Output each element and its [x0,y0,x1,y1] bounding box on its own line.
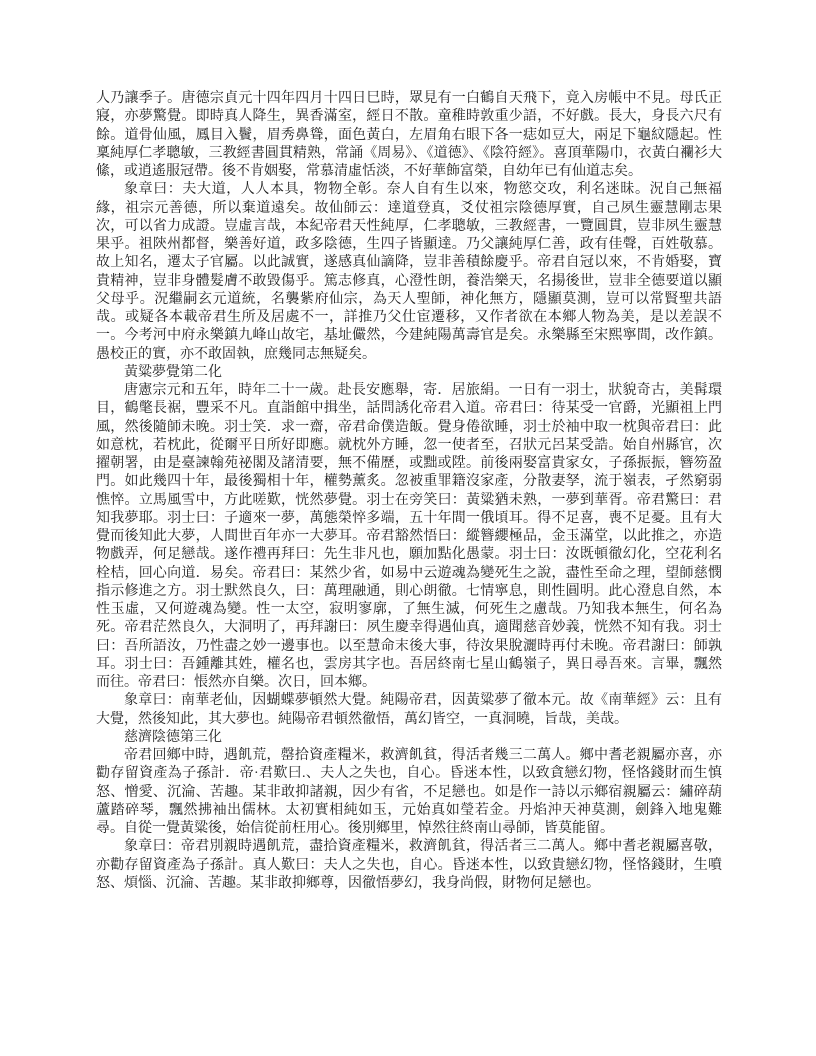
paragraph-commentary-second: 象章曰：南華老仙，因蝴蝶夢頓然大覺。純陽帝君，因黃粱夢了徹本元。故《南華經》云：且有大覺，然後知此，其大夢也。純陽帝君頓然徹悟，萬幻皆空，一真洞曉，旨哉，美哉。 [96,693,722,727]
paragraph-commentary-third: 象章曰：帝君別親時遇飢荒，盡拾資產糧米，救濟飢貧，得活者三二萬人。鄉中耆老親屬喜敬，亦勸存留資產為子孫計。真人歎曰：夫人之失也，自心。昏迷本性，以致貴戀幻物，怪恪錢財，生噴怒、煩惱、沉淪、苦趣。某非敢抑鄉尊，因徹悟夢幻，我身尚假，財物何足戀也。 [96,839,722,891]
paragraph-commentary-first: 象章曰：夫大道，人人本具，物物全彰。奈人自有生以來，物慾交攻，利名迷昧。況自己無福緣，祖宗元善德，所以棄道遠矣。故仙師云：達道登真，爻仗祖宗陰德厚實，自己夙生靈慧剛志果次，可以省力成證。豈虛言哉，本紀帝君天性純厚，仁孝聰敏，三教經書，一覽圓貫，豈非夙生靈慧果乎。祖陝州都督，樂善好道，政多陰德，生四子皆顯達。乃父讓純厚仁善，政有佳聲，百姓敬慕。故上知名，遷太子官屬。以此誠實，遂感真仙謫降，豈非善積餘慶乎。帝君自冠以來，不肯婚娶，寶貴精神，豈非身體髮膚不敢毀傷乎。篤志修真，心澄性朗，養浩樂天，名揚後世，豈非全德要道以顯父母乎。況繼嗣玄元道統，名襲紫府仙宗，為天人聖師，神化無方，隱顯莫測，豈可以常賢聖共語哉。或疑各本載帝君生所及居處不一，詳推乃父仕宦遷移，又作者欲在本鄉人物為美，是以差誤不一。今考河中府永樂鎮九峰山故宅，基址儼然，今建純陽萬壽官是矣。永樂縣至宋熙寧間，改作鎮。愚校正的實，亦不敢固執，庶幾同志無疑矣。 [96,182,722,362]
paragraph-yellow-millet-dream: 唐憲宗元和五年，時年二十一歲。赴長安應舉，寄．居旅絹。一日有一羽士，狀貌奇古，美髯環目，鶴氅長裾，豐采不凡。直詣館中揖坐，話問誘化帝君入道。帝君曰：待某受一官爵，光顯祖上門風，然後隨師未晚。羽士笑．求一齋，帝君命僕造飯。覺身倦欲睡，羽士於袖中取一枕與帝君曰：此如意枕，若枕此，從爾平日所好即應。就枕外方睡，忽一使者至，召狀元呂某受誥。始自州縣官，次擢朝署，由是臺諫翰苑祕閣及諸清要，無不備歷，或黜或陞。前後兩娶富貴家女，子孫振振，簪笏盈門。如此幾四十年，最後獨相十年，權勢薰炙。忽被重罪籍沒家產，分散妻孥，流于嶺表，孑然窮弱憔悴。立馬風雪中，方此嗟歎，恍然夢覺。羽士在旁笑曰：黃粱猶未熟，一夢到華胥。帝君驚曰：君知我夢耶。羽士曰：子適來一夢，萬態榮悴多端，五十年間一俄頃耳。得不足喜，喪不足憂。且有大覺而後知此大夢，人間世百年亦一大夢耳。帝君豁然悟曰：縱簪纓極品，金玉滿堂，以此推之，亦造物戲弄，何足戀哉。遂作禮再拜曰：先生非凡也，願加點化愚蒙。羽士曰：汝既頓徹幻化，空花利名栓桔，回心向道．易矣。帝君曰：某然少省，如易中云遊魂為變死生之說，盡性至命之理，望師慈憫指示修進之方。羽士默然良久，曰：萬理融通，則心朗徹。七情寧息，則性圓明。此心澄息自然，本性玉虛，又何遊魂為變。性一太空，寂明寥廓，了無生滅，何死生之慮哉。乃知我本無生，何名為死。帝君茫然良久，大洞明了，再拜謝曰：夙生慶幸得遇仙真，適聞慈音妙義，恍然不知有我。羽士曰：吾所語汝，乃性盡之妙一邊事也。以至慧命末後大事，待汝果脫灑時再付未晚。帝君謝曰：師孰耳。羽士曰：吾鍾離其姓，權名也，雲房其字也。吾居終南七星山鶴嶺子，異日尋吾來。言畢，飄然而往。帝君曰：悵然亦自樂。次日，回本鄉。 [96,383,722,690]
chapter-heading-charity-virtue: 慈濟陰德第三化 [124,729,222,745]
chapter-heading-yellow-millet-dream: 黃粱夢覺第二化 [124,364,222,380]
paragraph-birth-legend: 人乃讓季子。唐德宗貞元十四年四月十四日巳時，眾見有一白鶴自天飛下，竟入房帳中不見。母氏正寢，亦夢驚覺。即時真人降生，異香滿室，經日不散。童稚時敦重少語，不好戲。長大，身長六尺有餘。道骨仙風，鳳目入鬢，眉秀鼻聳，面色黃白，左眉角右眼下各一痣如豆大，兩足下龜紋隱起。性稟純厚仁孝聰敏，三教經書圓貫精熟，常誦《周易》、《道德》、《陰符經》。喜頂華陽巾，衣黃白襴衫大絛，或逍遙服冠帶。後不肯姻娶，常慕清虛恬淡，不好華飾富榮，自幼年已有仙道志矣。 [96,91,722,179]
paragraph-charity-virtue: 帝君回鄉中時，遇飢荒，罄拾資產糧米，救濟飢貧，得活者幾三二萬人。鄉中耆老親屬亦喜，亦勸存留資產為子孫計．帝·君歎曰.、夫人之失也，自心。昏迷本性，以致貪戀幻物，怪恪錢財而生慎怒、憎愛、沉淪、苦趣。某非敢抑諸親，因少有省，不足戀也。如是作一詩以示鄉宿親屬云：繡碎葫蘆踏碎琴，飄然拂袖出儒林。太初實相純如玉，元始真如瑩若金。丹焰沖天神莫測，劍鋒入地鬼難尋。自從一覺黃粱後，始信從前枉用心。後別鄉里，悼然往終南山尋師，皆莫能留。 [96,748,722,836]
body-text [96,90,722,893]
